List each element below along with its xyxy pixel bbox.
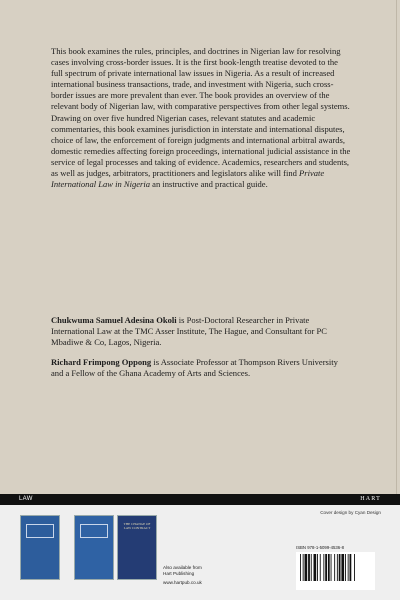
- related-book-title: THE CHANGE OF LAW CONTRACT: [123, 522, 151, 530]
- author-name: Richard Frimpong Oppong: [51, 357, 152, 368]
- author-name: Chukwuma Samuel Adesina Okoli: [51, 315, 177, 325]
- blurb-book-title: Private International Law in Nigeria: [51, 168, 325, 190]
- subject-bar: [0, 494, 400, 505]
- author-bio: [51, 315, 351, 348]
- related-book-cover: [20, 515, 60, 580]
- blurb-text: This book examines the rules, principles, and doctrines in Nigerian law for resolving cases involving cross-border issues. It is the first book-length treatise devoted to the full spectrum of private international law issues in Nigeria. As a result of increased international business transactions, trade, and investment with Nigeria, such cross-border issues are more prevalent than ever. The book provides an overview of the relevant body of Nigerian law, with comparative perspectives from other legal systems. Drawing on over five hundred Nigerian cases, relevant statutes and academic commentaries, this book examines jurisdiction in interstate and international disputes, choice of law, the enforcement of foreign judgments and international arbitral awards, domestic remedies affecting foreign proceedings, international judicial assistance in the service of legal processes and taking of evidence. Academics, researchers and students, as well as judges, arbitrators, practitioners and legislators alike will find: [51, 46, 351, 179]
- author-bio-text: is Associate Professor at Thompson Rivers University and a Fellow of the Ghana Academy of Arts and Sciences.: [51, 357, 338, 379]
- author-bios: [51, 315, 351, 388]
- barcode: [296, 552, 375, 590]
- related-book-cover: [74, 515, 114, 580]
- subject-label: LAW: [19, 496, 33, 502]
- author-bio: [51, 357, 351, 379]
- isbn-label: ISBN 978-1-5099-4536-8: [296, 545, 345, 550]
- cover-frame: [26, 524, 54, 538]
- cover-frame: [80, 524, 108, 538]
- author-bio-text: is Post-Doctoral Researcher in Private International Law at the TMC Asser Institute, The Hague, and Consultant for PC Mbadiwe & Co, Lagos, Nigeria.: [51, 315, 327, 348]
- blurb-text-end: an instructive and practical guide.: [150, 179, 268, 190]
- cover-credit: Cover design by Cyan Design: [320, 510, 381, 515]
- also-available-publisher: Hart Publishing: [163, 571, 195, 576]
- also-available-line: Also available from: [163, 565, 202, 570]
- also-available: [163, 565, 202, 585]
- publisher-logo: HART: [360, 496, 381, 502]
- barcode-icon: [300, 554, 371, 585]
- related-book-cover: [117, 515, 157, 580]
- book-description: [51, 46, 351, 190]
- publisher-url: www.hartpub.co.uk: [163, 580, 202, 585]
